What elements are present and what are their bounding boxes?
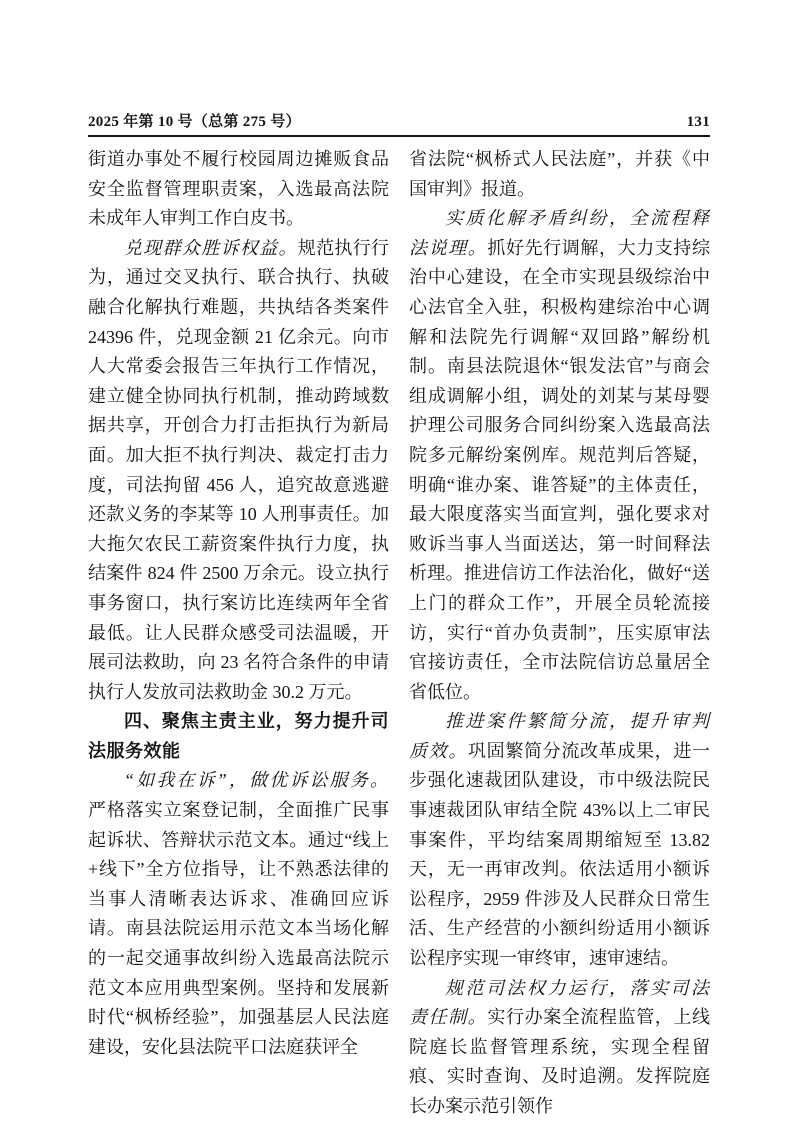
paragraph bbox=[88, 766, 389, 1062]
issue-label: 2025 年第 10 号（总第 275 号） bbox=[88, 114, 301, 130]
paragraph bbox=[409, 974, 710, 1122]
paragraph-body: 抓好先行调解，大力支持综治中心建设，在全市实现县级综治中心法官全入驻，积极构建综治中心调解和法院先行调解“双回路”解纷机制。南县法院退休“银发法官”与商会组成调解小组，调处的刘某与某母婴护理公司服务合同纠纷案入选最高法院多元解纷案例库。规范判后答疑，明确“谁办案、谁答疑”的主体责任，最大限度落实当面宣判，强化要求对败诉当事人当面送达，第一时间释法析理。推进信访工作法治化，做好“送上门的群众工作”，开展全员轮流接访，实行“首办负责制”，压实原审法官接访责任，全市法院信访总量居全省低位。 bbox=[409, 237, 711, 702]
paragraph-body: 严格落实立案登记制，全面推广民事起诉状、答辩状示范文本。通过“线上+线下”全方位指导，让不熟悉法律的当事人清晰表达诉求、准确回应诉请。南县法院运用示范文本当场化解的一起交通事故纠纷入选最高法院示范文本应用典型案例。坚持和发展新时代“枫桥经验”，加强基层人民法庭建设，安化县法院平口法庭获评全 bbox=[88, 800, 389, 1057]
paragraph-body: 巩固繁简分流改革成果，进一步强化速裁团队建设，市中级法院民事速裁团队审结全院 43%以上二审民事案件，平均结案周期缩短至 13.82 天，无一再审改判。依法适用小额诉讼程序，2959 件涉及人民群众日常生活、生产经营的小额纠纷适用小额诉讼程序实现一审终审，速审速结。 bbox=[409, 740, 710, 969]
text-columns bbox=[88, 145, 710, 1122]
right-column bbox=[409, 145, 710, 1122]
paragraph-body: 街道办事处不履行校园周边摊贩食品安全监督管理职责案，入选最高法院未成年人审判工作白皮书。 bbox=[88, 149, 389, 229]
page-number: 131 bbox=[686, 114, 710, 130]
paragraph-lead: 兑现群众胜诉权益。 bbox=[124, 237, 298, 258]
paragraph-lead: “如我在诉”，做优诉讼服务。 bbox=[124, 770, 389, 791]
paragraph bbox=[409, 707, 710, 973]
paragraph bbox=[88, 234, 389, 708]
paragraph bbox=[409, 204, 710, 707]
paragraph-lead: 实质化解矛盾纠纷，全流程释法说理。 bbox=[409, 208, 710, 258]
page-content bbox=[88, 110, 710, 1122]
paragraph-continuation bbox=[409, 145, 710, 204]
paragraph-lead: 推进案件繁简分流，提升审判质效。 bbox=[409, 711, 710, 761]
left-column bbox=[88, 145, 389, 1122]
section-heading bbox=[88, 707, 389, 766]
paragraph-body: 实行办案全流程监管，上线院庭长监督管理系统，实现全程留痕、实时查询、及时追溯。发挥院庭长办案示范引领作 bbox=[409, 1007, 711, 1116]
running-head bbox=[88, 110, 710, 137]
paragraph-lead: 规范司法权力运行，落实司法责任制。 bbox=[409, 977, 710, 1028]
paragraph-body: 规范执行行为，通过交叉执行、联合执行、执破融合化解执行难题，共执结各类案件 24396 件，兑现金额 21 亿余元。向市人大常委会报告三年执行工作情况，建立健全协同执行机制，推动跨域数据共享，开创合力打击拒执行为新局面。加大拒不执行判决、裁定打击力度，司法拘留 456 人，追究故意逃避还款义务的李某等 10 人刑事责任。加大拖欠农民工薪资案件执行力度，执结案件 824 件 2500 万余元。设立执行事务窗口，执行案访比连续两年全省最低。让人民群众感受司法温暖，开展司法救助，向 23 名符合条件的申请执行人发放司法救助金 30.2 万元。 bbox=[88, 237, 390, 702]
paragraph-body: 省法院“枫桥式人民法庭”，并获《中国审判》报道。 bbox=[409, 149, 710, 199]
section-heading-text: 四、聚焦主责主业，努力提升司法服务效能 bbox=[88, 711, 389, 761]
paragraph-continuation bbox=[88, 145, 389, 234]
